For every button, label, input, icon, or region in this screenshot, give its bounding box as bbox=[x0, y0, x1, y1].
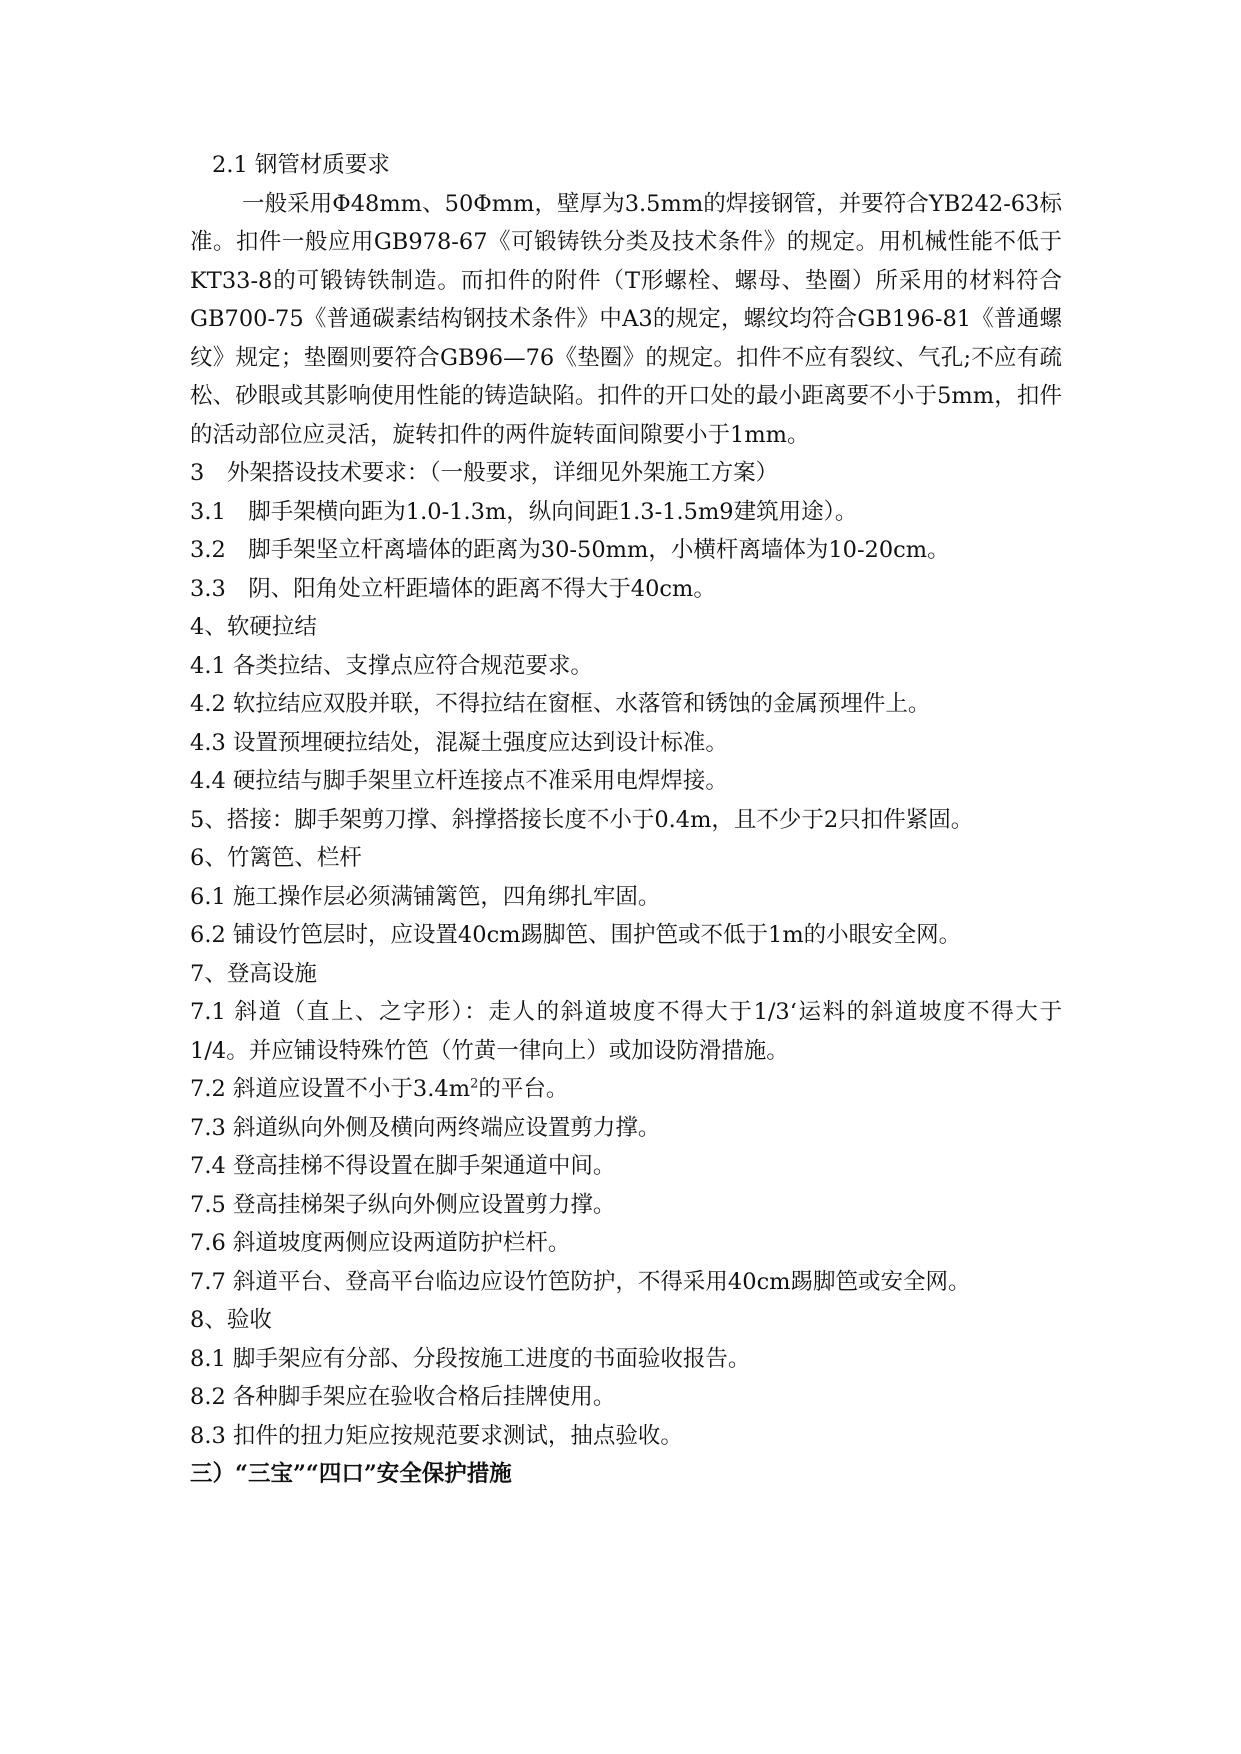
section-7-title: 7、登高设施 bbox=[190, 960, 317, 987]
section-7-item: 7.6 斜道坡度两侧应设两道防护栏杆。 bbox=[190, 1230, 571, 1256]
item-7-2-text-end: 的平台。 bbox=[478, 1076, 569, 1102]
section-7-item-7-1: 7.1 斜道（直上、之字形）：走人的斜道坡度不得大于1/3‘运料的斜道坡度不得大于1/4。并应铺设特殊竹笆（竹黄一律向上）或加设防滑措施。 bbox=[190, 999, 1062, 1064]
section-8-title: 8、验收 bbox=[190, 1307, 272, 1333]
section-8-item: 8.1 脚手架应有分部、分段按施工进度的书面验收报告。 bbox=[190, 1345, 751, 1372]
section-4-item: 4.4 硬拉结与脚手架里立杆连接点不准采用电焊焊接。 bbox=[190, 768, 728, 794]
section-4-title: 4、软硬拉结 bbox=[190, 614, 317, 640]
section-2-1-title: 2.1 钢管材质要求 bbox=[212, 152, 390, 178]
heading-safety-measures: 三）“三宝”“四口”安全保护措施 bbox=[190, 1461, 512, 1487]
section-3-title: 3 外架搭设技术要求：（一般要求，详细见外架施工方案） bbox=[190, 460, 779, 486]
section-4-item: 4.2 软拉结应双股并联，不得拉结在窗框、水落管和锈蚀的金属预埋件上。 bbox=[190, 691, 931, 717]
section-7-item: 7.5 登高挂梯架子纵向外侧应设置剪力撑。 bbox=[190, 1191, 616, 1218]
section-7-item-7-2 bbox=[190, 1070, 1062, 1109]
paragraph-2-1: 一般采用Φ48mm、50Φmm，壁厚为3.5mm的焊接钢管，并要符合YB242-63标准。扣件一般应用GB978-67《可锻铸铁分类及技术条件》的规定。用机械性能不低于KT33-8的可锻铸铁制造。而扣件的附件（T形螺栓、螺母、垫圈）所采用的材料符合GB700-75《普通碳素结构钢技术条件》中A3的规定，螺纹均符合GB196-81《普通螺纹》规定；垫圈则要符合GB96—76《垫圈》的规定。扣件不应有裂纹、气孔;不应有疏松、砂眼或其影响使用性能的铸造缺陷。扣件的开口处的最小距离要不小于5mm，扣件的活动部位应灵活，旋转扣件的两件旋转面间隙要小于1mm。 bbox=[190, 190, 1062, 448]
section-6-title: 6、竹篱笆、栏杆 bbox=[190, 845, 362, 871]
item-7-2-superscript: 2 bbox=[470, 1076, 479, 1092]
section-7-item: 7.4 登高挂梯不得设置在脚手架通道中间。 bbox=[190, 1153, 616, 1179]
section-7-item: 7.3 斜道纵向外侧及横向两终端应设置剪力撑。 bbox=[190, 1114, 661, 1141]
section-5-title: 5、搭接：脚手架剪刀撑、斜撑搭接长度不小于0.4m，且不少于2只扣件紧固。 bbox=[190, 806, 974, 833]
item-7-2-text: 7.2 斜道应设置不小于3.4m bbox=[190, 1076, 471, 1102]
section-3-item: 3.1 脚手架横向距为1.0-1.3m，纵向间距1.3-1.5m9建筑用途）。 bbox=[190, 498, 858, 525]
section-3-item: 3.2 脚手架坚立杆离墙体的距离为30-50mm，小横杆离墙体为10-20cm。 bbox=[190, 537, 950, 563]
section-4-item: 4.1 各类拉结、支撑点应符合规范要求。 bbox=[190, 652, 593, 679]
section-6-item: 6.2 铺设竹笆层时，应设置40cm踢脚笆、围护笆或不低于1m的小眼安全网。 bbox=[190, 922, 962, 948]
section-6-item: 6.1 施工操作层必须满铺篱笆，四角绑扎牢固。 bbox=[190, 883, 661, 910]
section-4-item: 4.3 设置预埋硬拉结处，混凝土强度应达到设计标准。 bbox=[190, 729, 728, 756]
section-8-item: 8.2 各种脚手架应在验收合格后挂牌使用。 bbox=[190, 1384, 616, 1410]
section-7-item: 7.7 斜道平台、登高平台临边应设竹笆防护，不得采用40cm踢脚笆或安全网。 bbox=[190, 1268, 971, 1295]
section-3-item: 3.3 阴、阳角处立杆距墙体的距离不得大于40cm。 bbox=[190, 575, 716, 602]
section-8-item: 8.3 扣件的扭力矩应按规范要求测试，抽点验收。 bbox=[190, 1422, 683, 1449]
document-body bbox=[190, 146, 1062, 1494]
